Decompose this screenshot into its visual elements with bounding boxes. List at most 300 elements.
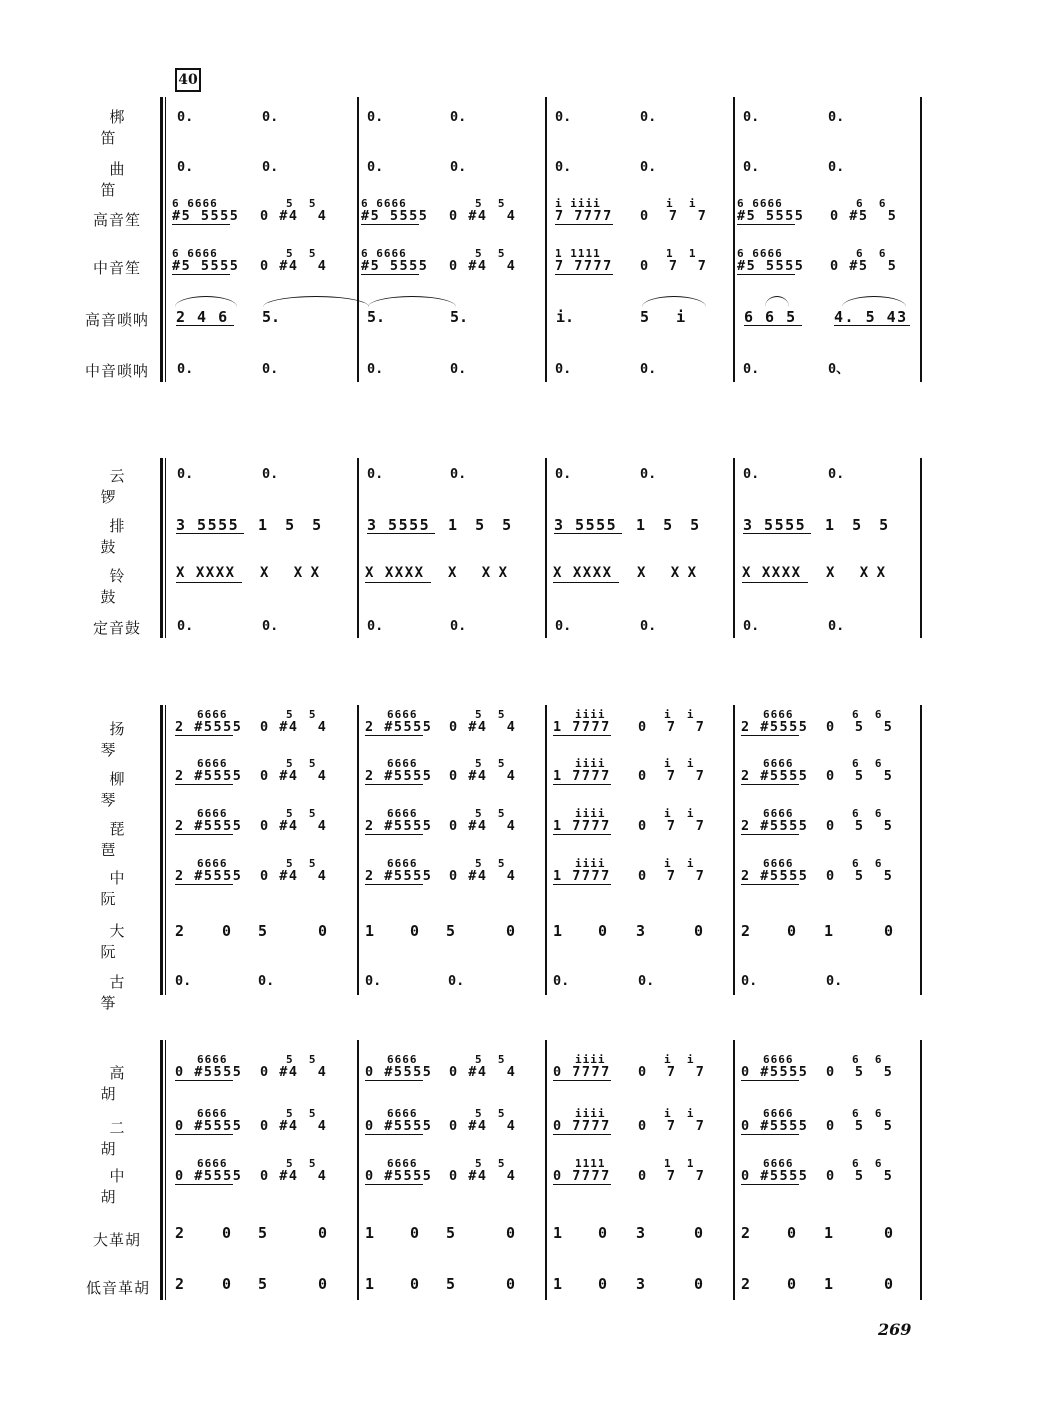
note: 0 [410,1224,420,1242]
note: 1 5 5 [825,516,889,534]
upper-note: 6666 [197,857,228,870]
note-group [260,1158,327,1183]
note: 0 [884,1224,894,1242]
note: 5. [367,308,386,326]
section-bracket-bowed [165,1040,172,1300]
upper-note: iiii [575,857,606,870]
note-group [553,1108,611,1135]
main-note: 0 5 5 [826,719,894,735]
note-rest: 0. [450,618,467,634]
note: 5 [446,922,456,940]
note-group [361,248,428,275]
main-note: 0 5 5 [826,1118,894,1134]
note-group [743,518,811,534]
main-note: X XXXX [553,565,613,581]
upper-note: 5 5 [475,247,506,260]
section-bracket-plucked [165,705,172,995]
upper-note: 6666 [387,1053,418,1066]
main-note: 0 #4 4 [449,818,517,834]
beam [175,1134,233,1135]
instrument-label: 高音笙 [92,211,141,229]
note-group [365,858,432,885]
upper-note: i i [664,807,695,820]
note-group [741,1158,808,1185]
slur [842,296,906,307]
note-group [553,808,611,835]
upper-note: 5 5 [286,197,317,210]
note-group [553,858,611,885]
beam [172,224,230,225]
note: 5 [258,1275,268,1293]
instrument-label: 高音唢呐 [84,311,149,329]
note: 0 [318,922,328,940]
note: 5 i [640,308,686,326]
upper-note: 6666 [763,807,794,820]
note: i. [556,308,575,326]
main-note: 0 #4 4 [260,1118,328,1134]
barline [920,458,922,638]
main-note: 0 #5555 [365,1118,433,1134]
main-note: 0 #4 4 [260,1064,328,1080]
note-rest: 0. [743,109,760,125]
note: 3 [636,1224,646,1242]
beam [553,582,619,583]
note-rest: 0. [640,109,657,125]
upper-note: 5 5 [286,807,317,820]
page-number: 269 [878,1320,912,1339]
beam [175,1184,233,1185]
note: 0 [506,922,516,940]
note: 2 [175,922,185,940]
main-note: 0 #4 4 [449,258,517,274]
upper-note: 6666 [763,708,794,721]
main-note: 3 5555 [367,516,431,534]
main-note: 0 #5555 [741,1064,809,1080]
upper-note: i iiii [555,197,601,210]
note-rest: 0. [262,361,279,377]
note-group [260,1054,327,1079]
main-note: 2 #5555 [741,768,809,784]
note-rest: 0. [743,361,760,377]
note-rest: 0、 [828,361,850,377]
upper-note: 6 6 [852,708,883,721]
main-note: 0 #4 4 [260,208,328,224]
note-group [365,709,432,736]
note-rest: 0. [828,466,845,482]
main-note: 2 #5555 [175,868,243,884]
barline [545,1040,547,1300]
note: 2 [175,1275,185,1293]
note-group [365,808,432,835]
beam [741,735,799,736]
note: 1 [553,922,563,940]
note-rest: 0. [828,109,845,125]
main-note: 0 #4 4 [260,258,328,274]
beam [553,884,611,885]
upper-note: 6 6666 [172,247,218,260]
slur [642,296,706,307]
note-group [638,1054,705,1079]
upper-note: 6666 [763,1053,794,1066]
main-note: 0 #4 4 [260,868,328,884]
main-note: 0 #4 4 [449,208,517,224]
upper-note: 5 5 [286,1107,317,1120]
note: 2 [741,922,751,940]
main-note: 6 6 5 [744,308,797,326]
note-group [260,758,327,783]
upper-note: 6666 [197,1053,228,1066]
note-group [834,310,910,326]
note-rest: 0. [555,159,572,175]
upper-note: 6 6666 [361,247,407,260]
main-note: #5 5555 [361,258,429,274]
main-note: 0 #5555 [741,1118,809,1134]
upper-note: 5 5 [475,757,506,770]
note: 1 5 5 [636,516,700,534]
note: 0 [222,922,232,940]
main-note: 0 5 5 [826,868,894,884]
main-note: 2 #5555 [741,719,809,735]
note-group [640,198,707,223]
main-note: #5 5555 [737,258,805,274]
note-rest: 0. [826,973,843,989]
upper-note: 5 5 [286,708,317,721]
note-rest: 0. [175,973,192,989]
note: 1 [553,1224,563,1242]
note-group [638,858,705,883]
barline [357,1040,359,1300]
beam [365,582,431,583]
upper-note: 6666 [387,1157,418,1170]
instrument-label: 高 胡 [100,1064,143,1103]
note-group [553,1158,611,1185]
main-note: 1 7777 [553,868,611,884]
note-group [172,248,239,275]
upper-note: i i [664,1053,695,1066]
upper-note: iiii [575,757,606,770]
upper-note: 6666 [763,1157,794,1170]
note-group [365,1108,432,1135]
note: 0 [506,1224,516,1242]
note: 0 [598,922,608,940]
barline [545,97,547,382]
main-note: #5 5555 [172,258,240,274]
beam [361,274,419,275]
note-group [826,1158,893,1183]
beam [365,1080,423,1081]
instrument-label: 大革胡 [92,1231,141,1249]
upper-note: 6 6 [852,857,883,870]
note-rest: 0. [450,109,467,125]
note-group [553,1054,611,1081]
beam [175,1080,233,1081]
note-group [555,248,613,275]
note-rest: 0. [258,973,275,989]
barline [733,97,735,382]
main-note: 0 #4 4 [449,868,517,884]
beam [365,735,423,736]
main-note: 2 #5555 [741,868,809,884]
beam [741,834,799,835]
note: 1 [365,1224,375,1242]
main-note: 0 7 7 [638,768,706,784]
note: 0 [694,1224,704,1242]
note-group [638,1158,705,1183]
note: 1 [365,1275,375,1293]
note-rest: 0. [640,618,657,634]
instrument-label: 定音鼓 [92,619,141,637]
upper-note: i i [664,1107,695,1120]
note: 3 [636,1275,646,1293]
note-group [367,518,435,534]
note: X X X [637,565,697,581]
beam [175,784,233,785]
upper-note: 5 5 [286,1157,317,1170]
note-rest: 0. [450,361,467,377]
upper-note: 5 5 [475,1107,506,1120]
note: 0 [318,1224,328,1242]
slur [263,296,369,307]
beam [553,784,611,785]
note: 1 [824,922,834,940]
note-group [449,1054,516,1079]
main-note: 0 #4 4 [260,818,328,834]
main-note: 0 7777 [553,1168,611,1184]
note-group [737,248,804,275]
note-group [741,709,808,736]
beam [553,735,611,736]
main-note: X XXXX [365,565,425,581]
main-note: 0 #5555 [741,1168,809,1184]
section-bracket-winds [165,97,172,382]
upper-note: i i [664,708,695,721]
instrument-label: 曲 笛 [100,160,143,199]
note-rest: 0. [177,159,194,175]
main-note: 2 #5555 [175,818,243,834]
note-group [553,566,619,583]
note-rest: 0. [367,109,384,125]
note: 1 [824,1224,834,1242]
section-bracket-percussion [165,458,172,638]
note-group [260,858,327,883]
main-note: 0 7 7 [640,208,708,224]
barline [545,705,547,995]
upper-note: 6666 [387,708,418,721]
note-rest: 0. [743,618,760,634]
rehearsal-mark: 40 [175,68,201,92]
note-group [638,758,705,783]
beam [553,1080,611,1081]
barline [357,97,359,382]
main-note: 0 7777 [553,1118,611,1134]
beam [553,1184,611,1185]
upper-note: 6666 [197,1107,228,1120]
beam [175,735,233,736]
note: 1 [824,1275,834,1293]
upper-note: 6666 [387,1107,418,1120]
note-group [260,1108,327,1133]
note: 5 [258,1224,268,1242]
note-group [260,709,327,734]
main-note: 0 5 5 [826,1168,894,1184]
note: X X X [448,565,508,581]
note-group [741,808,808,835]
main-note: 0 #5555 [175,1118,243,1134]
beam [175,834,233,835]
upper-note: i i [664,857,695,870]
note-group [175,1108,242,1135]
note-rest: 0. [555,618,572,634]
main-note: 2 #5555 [175,768,243,784]
main-note: #5 5555 [737,208,805,224]
main-note: 3 5555 [743,516,807,534]
upper-note: 6 6 [852,1107,883,1120]
main-note: 2 #5555 [365,818,433,834]
note-rest: 0. [640,466,657,482]
upper-note: 5 5 [286,1053,317,1066]
note-group [830,198,897,223]
note-rest: 0. [367,618,384,634]
note-group [554,518,622,534]
beam [555,224,613,225]
note-rest: 0. [640,361,657,377]
note-group [361,198,428,225]
note-group [449,1108,516,1133]
instrument-label: 铃 鼓 [100,567,143,606]
note-group [826,858,893,883]
note: 1 [553,1275,563,1293]
main-note: 0 #5 5 [830,258,898,274]
main-note: 7 7777 [555,208,613,224]
upper-note: 6 6666 [737,197,783,210]
note-rest: 0. [553,973,570,989]
barline [357,705,359,995]
main-note: 0 7 7 [640,258,708,274]
note-group [741,858,808,885]
barline [733,458,735,638]
upper-note: 6666 [763,857,794,870]
note: 5. [262,308,281,326]
beam [365,1134,423,1135]
beam [553,834,611,835]
note: 0 [884,1275,894,1293]
note-group [826,758,893,783]
main-note: 0 7 7 [638,1064,706,1080]
barline [545,458,547,638]
note: 0 [694,922,704,940]
note: X X X [260,565,320,581]
upper-note: 6 6 [852,1053,883,1066]
main-note: 2 #5555 [365,719,433,735]
upper-note: 1 1 [666,247,697,260]
instrument-label: 二 胡 [100,1119,143,1158]
upper-note: 6 6666 [737,247,783,260]
note-group [553,709,611,736]
beam [737,274,795,275]
note-group [175,808,242,835]
upper-note: 5 5 [475,807,506,820]
slur [175,296,237,307]
main-note: 0 7 7 [638,719,706,735]
note-rest: 0. [555,466,572,482]
note-group [826,1054,893,1079]
note-group [449,198,516,223]
upper-note: i i [664,757,695,770]
note-group [365,566,431,583]
note: 0 [506,1275,516,1293]
note-group [826,1108,893,1133]
note-rest: 0. [743,466,760,482]
note-rest: 0. [367,361,384,377]
beam [365,1184,423,1185]
main-note: 0 #5555 [365,1168,433,1184]
upper-note: 5 5 [475,857,506,870]
main-note: 2 #5555 [741,818,809,834]
note-rest: 0. [450,466,467,482]
note-rest: 0. [367,466,384,482]
main-note: 0 #5555 [175,1168,243,1184]
note: X X X [826,565,886,581]
note: 0 [410,1275,420,1293]
upper-note: 5 5 [286,757,317,770]
main-note: 0 7 7 [638,1168,706,1184]
note: 1 5 5 [448,516,512,534]
upper-note: 6 6666 [172,197,218,210]
note-group [449,248,516,273]
upper-note: 5 5 [475,708,506,721]
upper-note: 6 6 [852,807,883,820]
instrument-label: 云 锣 [100,467,143,506]
note: 0 [222,1275,232,1293]
main-note: 0 #5555 [175,1064,243,1080]
note-rest: 0. [365,973,382,989]
beam [741,884,799,885]
note-group [741,1108,808,1135]
main-note: 0 #4 4 [449,1118,517,1134]
note-group [553,758,611,785]
beam [172,274,230,275]
note-rest: 0. [555,361,572,377]
note: 0 [787,922,797,940]
note: 3 [636,922,646,940]
main-note: 3 5555 [176,516,240,534]
instrument-label: 琵 琶 [100,820,143,859]
upper-note: 5 5 [286,857,317,870]
main-note: 2 #5555 [365,768,433,784]
upper-note: iiii [575,807,606,820]
note-group [638,709,705,734]
instrument-label: 古 筝 [100,973,143,1012]
upper-note: 6666 [763,757,794,770]
upper-note: 6 6 [852,1157,883,1170]
instrument-label: 低音革胡 [85,1279,150,1297]
note-group [260,808,327,833]
instrument-label: 扬 琴 [100,720,143,759]
note-rest: 0. [450,159,467,175]
note-group [449,858,516,883]
main-note: 0 #4 4 [260,768,328,784]
note-group [741,758,808,785]
note: 2 [175,1224,185,1242]
note-group [744,310,802,326]
note: 2 [741,1224,751,1242]
upper-note: 6 6 [856,197,887,210]
note-group [449,1158,516,1183]
note-rest: 0. [640,159,657,175]
main-note: 0 #4 4 [449,1064,517,1080]
main-note: 0 #4 4 [449,1168,517,1184]
note-group [638,1108,705,1133]
